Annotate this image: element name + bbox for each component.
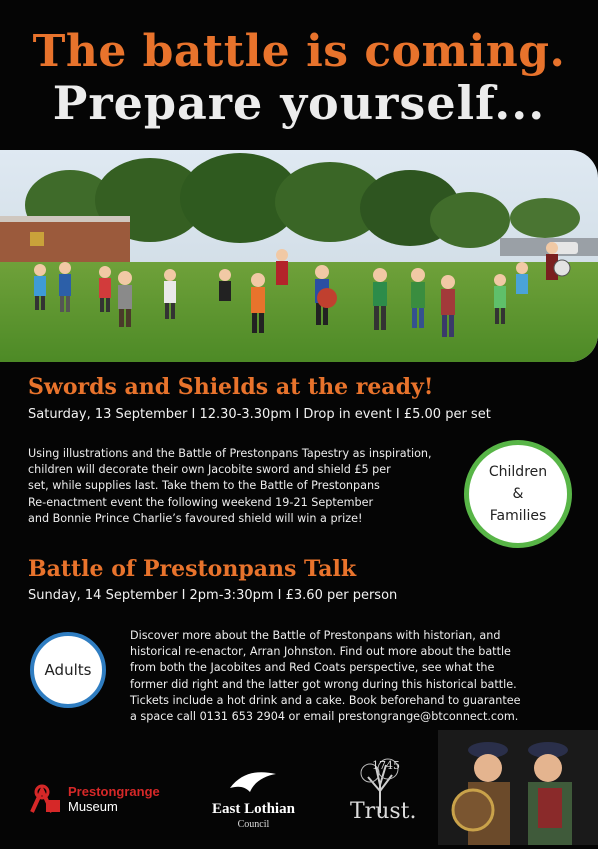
prestongrange-logo-text: Prestongrange [68,784,160,799]
reenactors-photo [438,730,598,845]
event2-description-line: former did right and the latter got wrong during this historical battle. [130,677,517,691]
east-lothian-council-logo [212,768,295,830]
east-lothian-logo-text: East Lothian [212,801,295,817]
council-logo-text: Council [237,819,270,830]
children-running-photo [0,150,598,362]
event1-description-line: and Bonnie Prince Charlie’s favoured shield will win a prize! [28,511,363,525]
event2-description-line: Tickets include a hot drink and a cake. Book beforehand to guarantee [130,693,521,707]
event2-description-line: from both the Jacobites and Red Coats perspective, see what the [130,661,495,675]
event1-description-line: set, while supplies last. Take them to the Battle of Prestonpans [28,479,380,493]
headline-line-1: The battle is coming. [32,26,566,77]
audience-label: Children [488,464,548,480]
event1-description-line: Re-enactment event the following weekend 19-21 September [28,495,374,509]
event1-details: Saturday, 13 September I 12.30-3.30pm I Drop in event I £5.00 per set [28,407,491,422]
event2-description [130,628,521,725]
event2-description-line: historical re-enactor, Arran Johnston. Find out more about the battle [130,645,511,659]
museum-logo-text: Museum [68,799,118,814]
pithead-icon [28,784,62,814]
trust-year: 1745 [372,759,400,772]
event2-description-line: Discover more about the Battle of Prestonpans with historian, and [130,629,501,642]
event1-description [28,446,432,527]
battle-trust-logo [350,755,440,835]
event2-details: Sunday, 14 September I 2pm-3:30pm I £3.60 per person [28,588,398,603]
prestongrange-museum-logo [28,784,160,814]
audience-label: Families [489,508,547,524]
audience-label: & [512,486,524,502]
event1-description-line: children will decorate their own Jacobite sword and shield £5 per [28,463,391,477]
event2-description-line: a space call 0131 653 2904 or email prestongrange@btconnect.com. [130,710,519,724]
trust-word: Trust. [350,799,417,824]
event1-description-line: Using illustrations and the Battle of Prestonpans Tapestry as inspiration, [28,447,432,460]
children-families-badge [464,440,572,548]
event1-title: Swords and Shields at the ready! [28,374,434,400]
audience-label: Adults [44,661,92,679]
bird-icon [228,768,278,796]
headline-line-2: Prepare yourself... [52,76,546,130]
adults-badge [30,632,106,708]
event2-title: Battle of Prestonpans Talk [28,556,357,582]
